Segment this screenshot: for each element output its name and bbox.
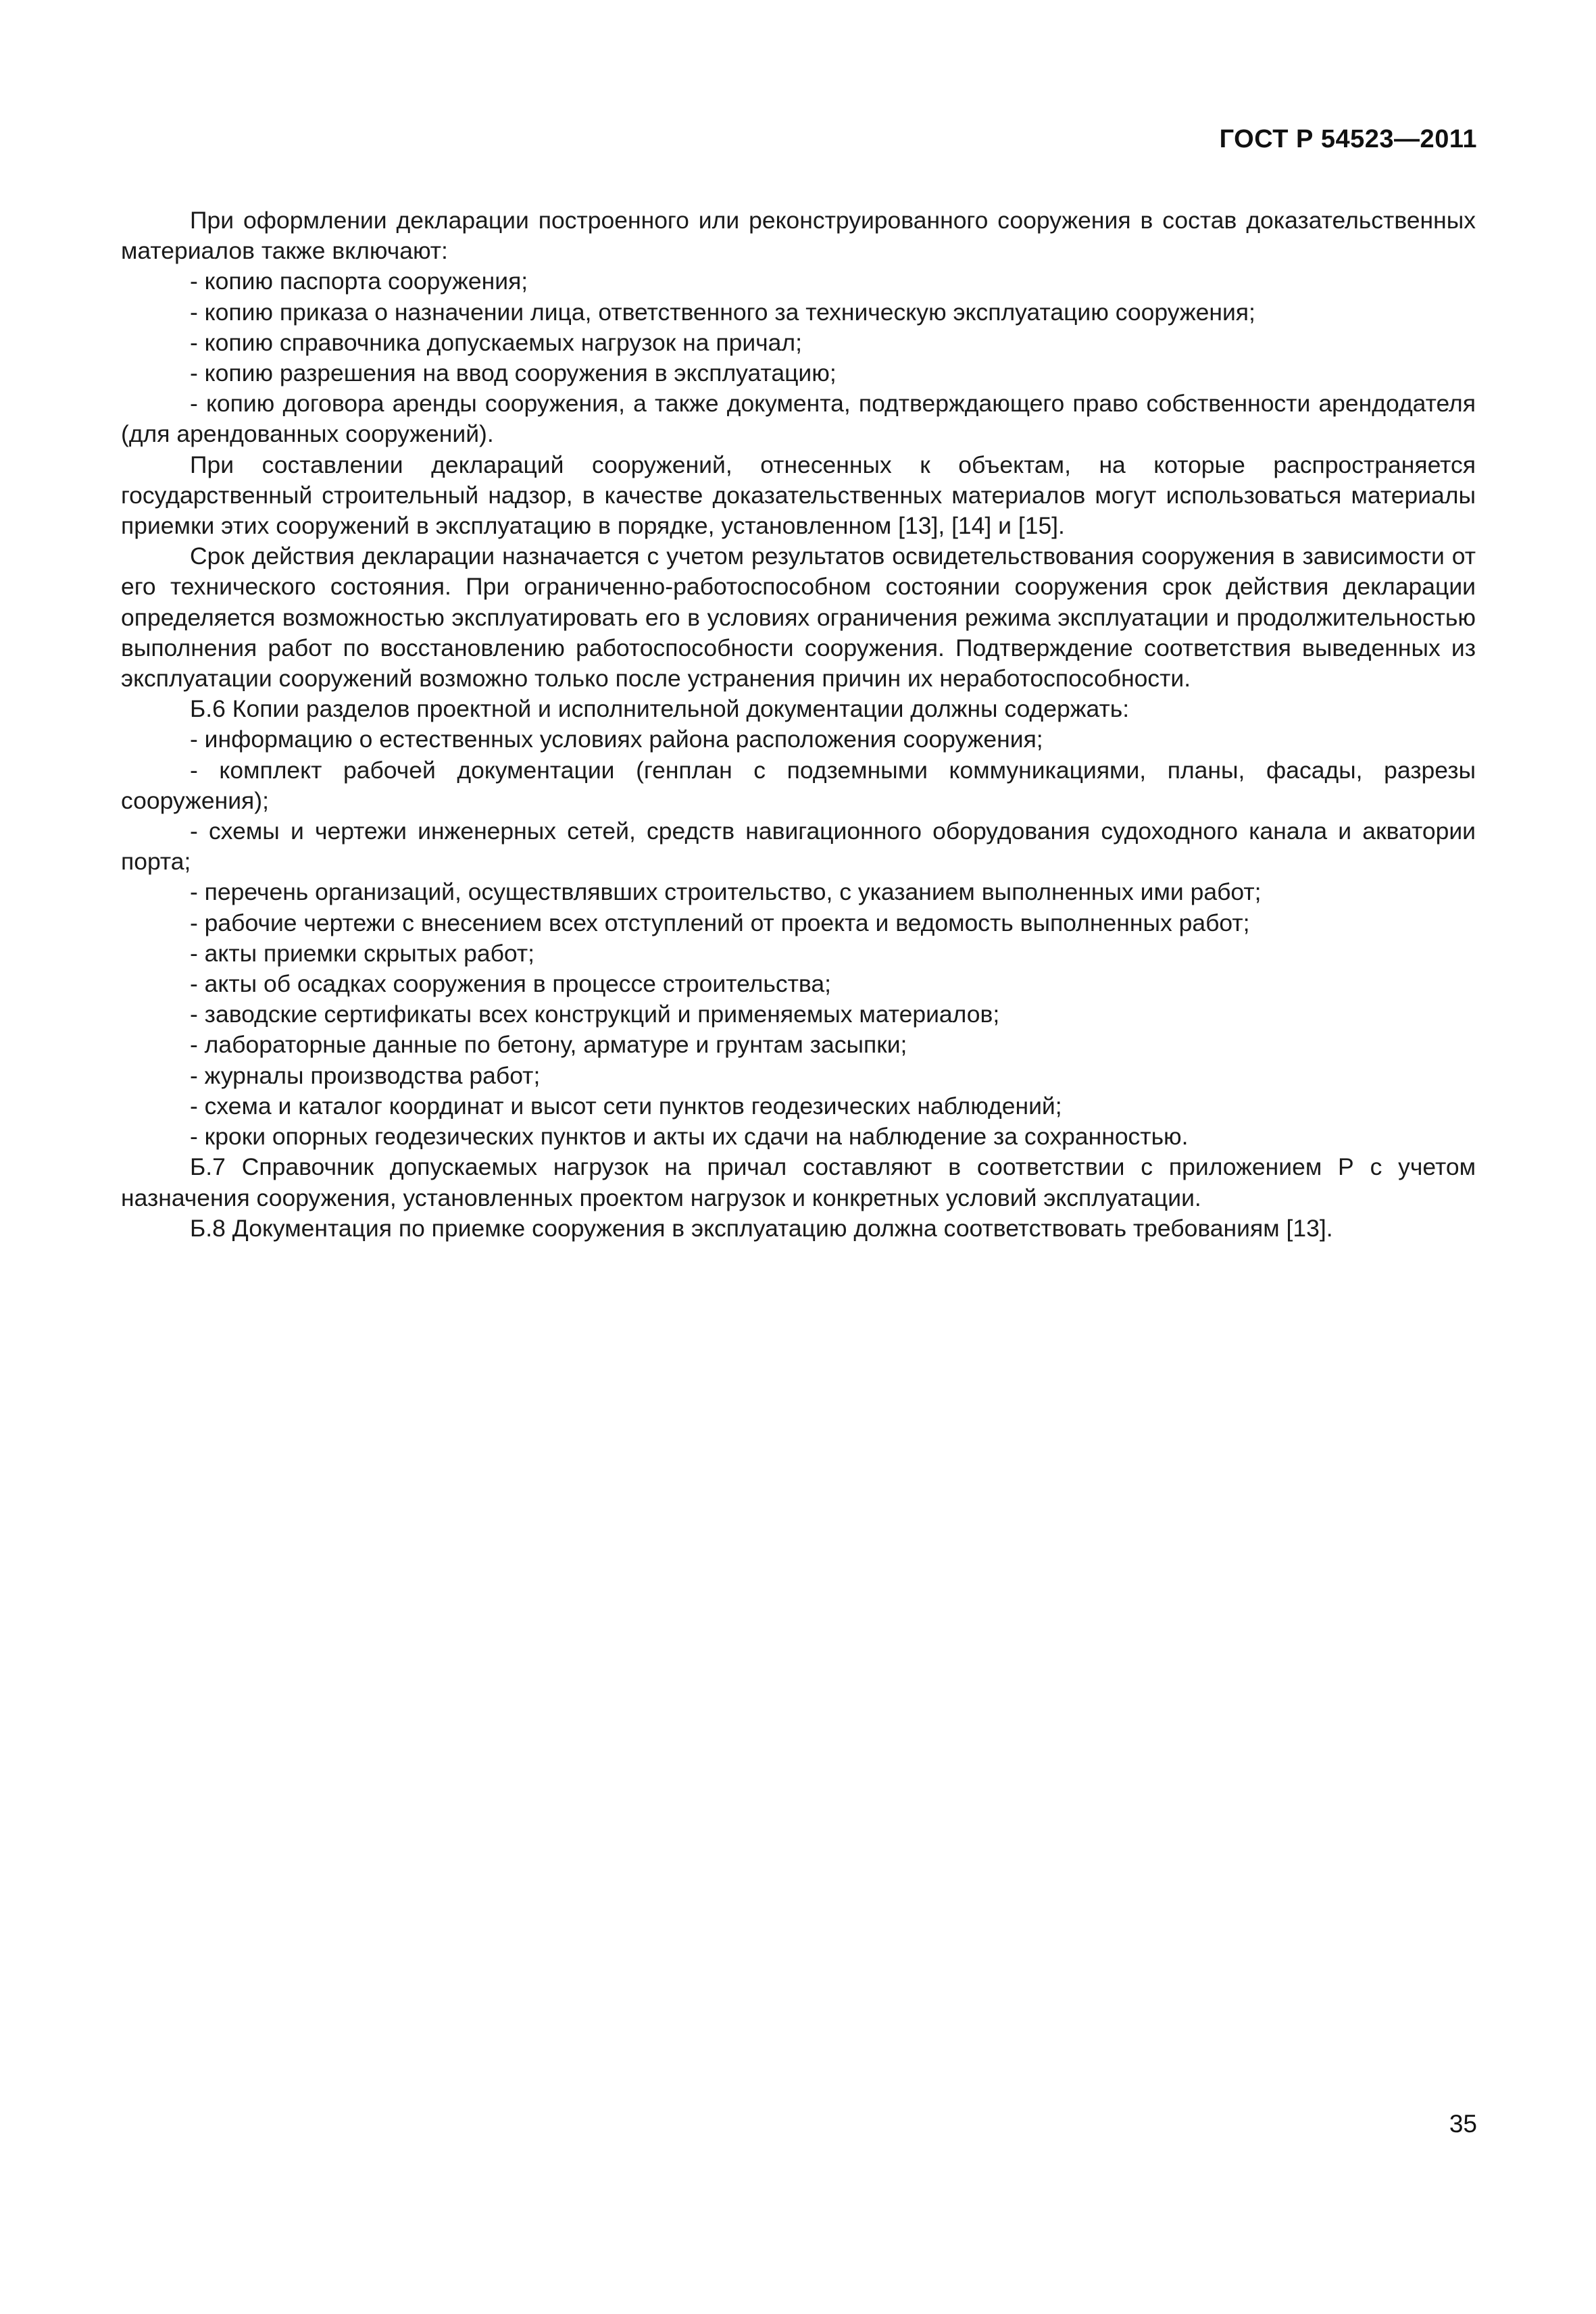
list-item: - перечень организаций, осуществлявших строительство, с указанием выполненных ими работ;	[190, 878, 1262, 906]
paragraph: При составлении деклараций сооружений, отнесенных к объектам, на которые распространяется государственный строительный надзор, в качестве доказательственных материалов могут использоваться материалы приемки этих сооружений в эксплуатацию в порядке, установленном [13], [14] и [15].	[121, 451, 1476, 540]
section-b8-paragraph: Б.8 Документация по приемке сооружения в эксплуатацию должна соответствовать требованиям [13].	[190, 1214, 1333, 1242]
paragraph: При оформлении декларации построенного или реконструированного сооружения в состав доказательственных материалов также включают:	[121, 207, 1476, 265]
list-item: - копию приказа о назначении лица, ответственного за техническую эксплуатацию сооружения;	[190, 298, 1255, 326]
section-b6-heading: Б.6 Копии разделов проектной и исполнительной документации должны содержать:	[190, 695, 1130, 723]
list-item: - копию паспорта сооружения;	[190, 268, 528, 295]
section-b7-paragraph: Б.7 Справочник допускаемых нагрузок на причал составляют в соответствии с приложением Р с учетом назначения сооружения, установленных проектом нагрузок и конкретных условий эксплуатации.	[121, 1153, 1476, 1211]
list-item: - копию справочника допускаемых нагрузок на причал;	[190, 328, 802, 356]
list-item: - схема и каталог координат и высот сети пунктов геодезических наблюдений;	[190, 1092, 1062, 1120]
list-item: - копию разрешения на ввод сооружения в эксплуатацию;	[190, 359, 837, 387]
list-item: - кроки опорных геодезических пунктов и акты их сдачи на наблюдение за сохранностью.	[190, 1123, 1189, 1151]
list-item: - заводские сертификаты всех конструкций и применяемых материалов;	[190, 1001, 1000, 1028]
list-item: - комплект рабочей документации (генплан с подземными коммуникациями, планы, фасады, разрезы сооружения);	[121, 756, 1476, 814]
paragraph: Срок действия декларации назначается с учетом результатов освидетельствования сооружения в зависимости от его технического состояния. При ограниченно-работоспособном состоянии сооружения срок действия декларации определяется возможностью эксплуатировать его в условиях ограничения режима эксплуатации и продолжительностью выполнения работ по восстановлению работоспособности сооружения. Подтверждение соответствия выведенных из эксплуатации сооружений возможно только после устранения причин их неработоспособности.	[121, 543, 1476, 693]
list-item: - акты приемки скрытых работ;	[190, 939, 535, 967]
standard-code-header: ГОСТ Р 54523—2011	[1219, 125, 1477, 153]
document-body	[121, 205, 1476, 1244]
page-number: 35	[1449, 2110, 1477, 2138]
list-item: - информацию о естественных условиях района расположения сооружения;	[190, 726, 1043, 753]
list-item: - журналы производства работ;	[190, 1061, 541, 1089]
list-item: - рабочие чертежи с внесением всех отступлений от проекта и ведомость выполненных работ;	[190, 909, 1250, 936]
list-item: - схемы и чертежи инженерных сетей, средств навигационного оборудования судоходного канала и акватории порта;	[121, 818, 1476, 876]
list-item: - копию договора аренды сооружения, а также документа, подтверждающего право собственности арендодателя (для арендованных сооружений).	[121, 390, 1476, 448]
list-item: - лабораторные данные по бетону, арматуре и грунтам засыпки;	[190, 1031, 907, 1059]
list-item: - акты об осадках сооружения в процессе строительства;	[190, 970, 831, 998]
